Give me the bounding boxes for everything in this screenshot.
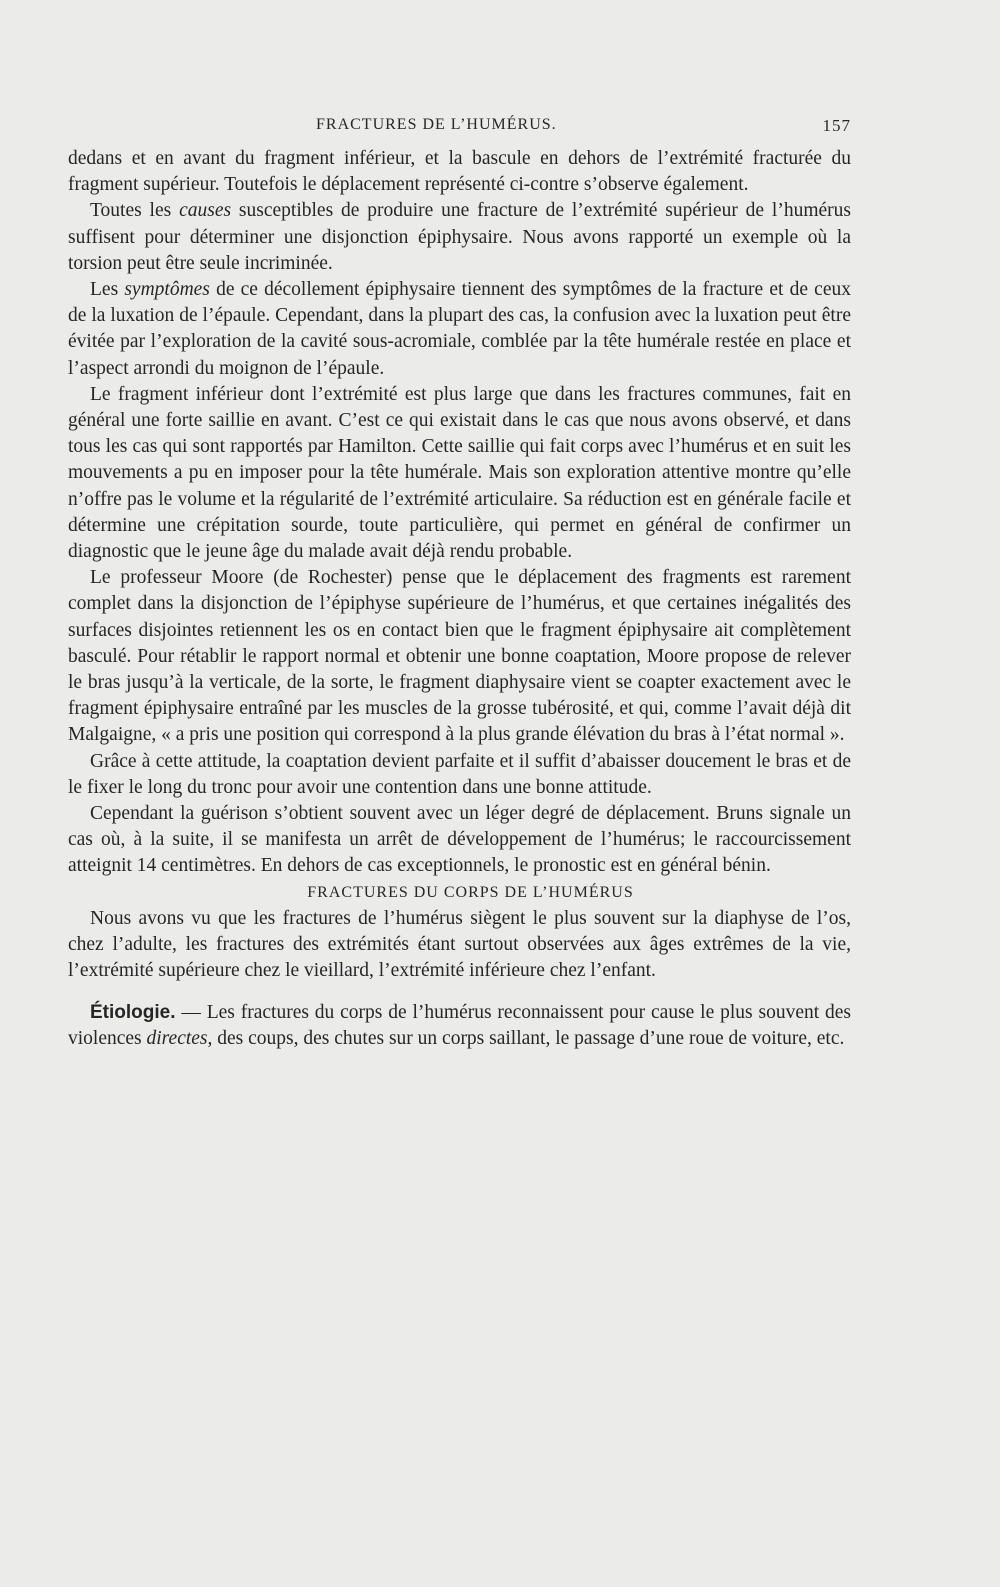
page-number: 157 [822, 116, 851, 135]
paragraph-1: dedans et en avant du fragment inférieur, et la bascule en dehors de l’extrémité fracturée du fragment supérieur. Toutefois le déplacement représenté ci-contre s’observe également. [68, 148, 851, 196]
paragraph-pronostic: Cependant la guérison s’obtient souvent avec un léger degré de déplacement. Bruns signale un cas où, à la suite, il se manifesta un arrêt de développement de l’humérus; le raccourcissement atteignit 14 centimètres. En dehors de cas exceptionnels, le pronostic est en général bénin. [68, 803, 851, 877]
section-heading: FRACTURES DU CORPS DE L’HUMÉRUS [307, 883, 634, 901]
etiologie-text-before: — Les fractures du corps de l’humérus reconnaissent pour cause le plus souvent des violences [68, 1001, 851, 1049]
paragraph-diaphyse: Nous avons vu que les fractures de l’humérus siègent le plus souvent sur la diaphyse de l’os, chez l’adulte, les fractures des extrémités étant surtout observées aux âges extrêmes de la vie, l’extrémité supérieure chez le vieillard, l’extrémité inférieure chez l’enfant. [68, 907, 851, 982]
paragraph-moore: Le professeur Moore (de Rochester) pense que le déplacement des fragments est rarement complet dans la disjonction de l’épiphyse supérieure de l’humérus, et que certaines inégalités des surfaces disjointes retiennent les os en contact bien que le fragment épiphysaire ait complètement basculé. Pour rétablir le rapport normal et obtenir une bonne coaptation, Moore propose de relever le bras jusqu’à la verticale, de la sorte, le fragment diaphysaire vient se coapter exactement avec le fragment épiphysaire entraîné par les muscles de la grosse tubérosité, et qui, comme l’avait déjà dit Malgaigne, « a pris une position qui correspond à la plus grande élévation du bras à l’état normal ». [68, 567, 851, 746]
causes-text-after: susceptibles de produire une fracture de l’extrémité supérieur de l’humérus suffisent pour déterminer une disjonction épiphysaire. Nous avons rapporté un exemple où la torsion peut être seule incriminée. [68, 200, 851, 274]
paragraph-symptomes [68, 277, 851, 382]
causes-term: causes [179, 200, 232, 222]
causes-text-before: Toutes les [90, 200, 180, 222]
body-text [68, 146, 851, 1052]
paragraph-etiologie [68, 1000, 851, 1052]
etiologie-label: Étiologie. [90, 1001, 176, 1023]
symptomes-text-after: de ce décollement épiphysaire tiennent des symptômes de la fracture et de ceux de la luxation de l’épaule. Cependant, dans la plupart des cas, la confusion avec la luxation peut être évitée par l’exploration de la cavité sous-acromiale, comblée par la tête humérale restée en place et l’aspect arrondi du moignon de l’épaule. [68, 279, 851, 379]
paragraph-coaptation: Grâce à cette attitude, la coaptation devient parfaite et il suffit d’abaisser doucement le bras et de le fixer le long du tronc pour avoir une contention dans une bonne attitude. [68, 750, 851, 798]
running-head [68, 116, 851, 140]
paragraph-fragment-inferieur: Le fragment inférieur dont l’extrémité est plus large que dans les fractures communes, fait en général une forte saillie en avant. C’est ce qui existait dans le cas que nous avons observé, et dans tous les cas qui sont rapportés par Hamilton. Cette saillie qui fait corps avec l’humérus et en suit les mouvements a pu en imposer pour la tête humérale. Mais son exploration attentive montre qu’elle n’offre pas le volume et la régularité de l’extrémité articulaire. Sa réduction est en générale facile et détermine une crépitation sourde, toute particulière, qui permet en général de confirmer un diagnostic que le jeune âge du malade avait déjà rendu probable. [68, 383, 851, 563]
symptomes-term: symptômes [124, 279, 210, 301]
directes-term: directes [146, 1027, 208, 1049]
etiologie-text-after: , des coups, des chutes sur un corps saillant, le passage d’une roue de voiture, etc. [207, 1027, 845, 1049]
running-title: FRACTURES DE L’HUMÉRUS. [316, 116, 557, 133]
paragraph-causes [68, 198, 851, 277]
symptomes-text-before: Les [90, 279, 125, 301]
